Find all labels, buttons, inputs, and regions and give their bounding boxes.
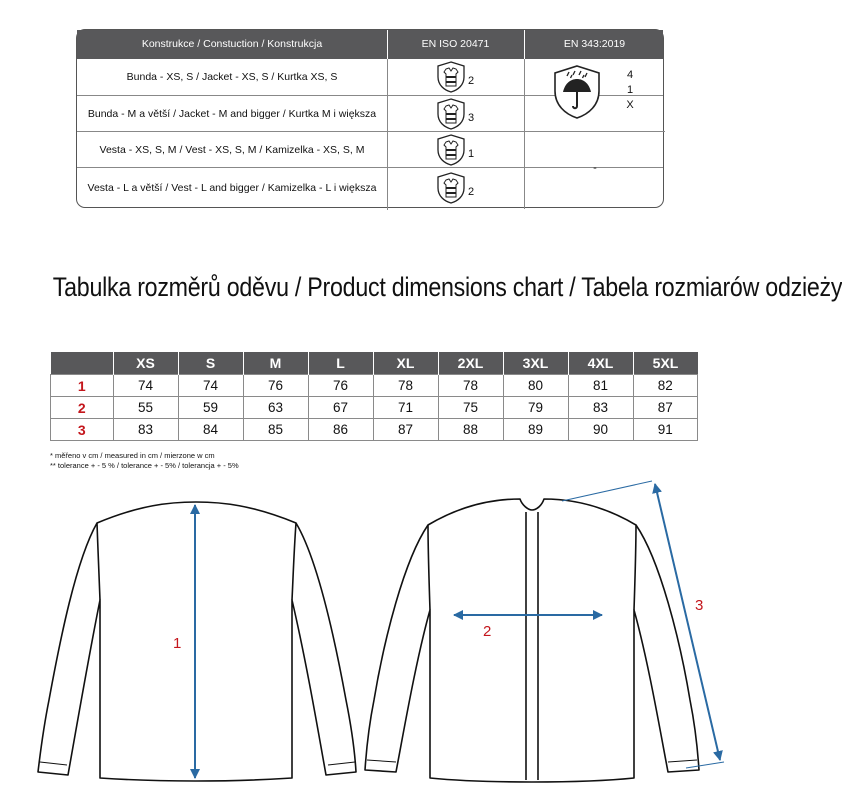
iso-cell [387,59,524,95]
size-header: L [308,352,373,375]
size-header: 5XL [633,352,698,375]
size-value: 76 [243,375,308,397]
size-value: 84 [178,419,243,441]
size-header: XS [113,352,178,375]
size-row [51,397,698,419]
en343-class-rain-tower: X [626,99,634,111]
size-value: 85 [243,419,308,441]
size-value: 89 [503,419,568,441]
hi-vis-shield-icon [436,172,466,204]
size-value: 63 [243,397,308,419]
size-value: 55 [113,397,178,419]
en343-class-waterproof: 4 [626,69,634,81]
en343-classes [625,68,635,113]
iso-class: 2 [468,75,475,87]
jacket-measurement-drawings [0,480,754,806]
row-label: Vesta - L a větší / Vest - L and bigger / Kamizelka - L i większa [87,182,377,194]
size-value: 78 [438,375,503,397]
measure-label-2: 2 [483,623,492,640]
size-header: 4XL [568,352,633,375]
size-table [50,352,698,441]
size-header-row [51,352,698,375]
size-value: 74 [178,375,243,397]
measure-label: 2 [51,397,114,419]
note-tolerance: ** tolerance + - 5 % / tolerance + - 5% / tolerancja + - 5% [50,460,239,470]
iso-class: 2 [468,186,475,198]
size-value: 67 [308,397,373,419]
size-header: 2XL [438,352,503,375]
size-header: M [243,352,308,375]
size-value: 74 [113,375,178,397]
measure-label-1: 1 [173,635,182,652]
size-value: 59 [178,397,243,419]
sleeve-guide-top [562,481,652,501]
measure-label: 1 [51,375,114,397]
row-label: Bunda - M a větší / Jacket - M and bigger / Kurtka M i większa [87,108,377,120]
header-construction: Konstrukce / Constuction / Konstrukcja [141,38,323,50]
size-value: 81 [568,375,633,397]
hi-vis-shield-icon [436,61,466,93]
iso-cell [387,96,524,132]
row-label: Bunda - XS, S / Jacket - XS, S / Kurtka XS, S [126,71,338,83]
measure-label-3: 3 [695,597,704,614]
size-value: 90 [568,419,633,441]
size-value: 78 [373,375,438,397]
en343-class-breathability: 1 [626,84,634,96]
measurement-notes [50,451,239,470]
header-en-343: EN 343:2019 [563,38,626,50]
size-header: XL [373,352,438,375]
hi-vis-shield-icon [436,98,466,130]
rain-protection-shield-icon [553,64,601,120]
measure-label: 3 [51,419,114,441]
iso-cell [387,132,524,168]
en343-jacket-cell [524,59,665,131]
certification-table [76,29,664,208]
certification-header [77,30,663,59]
size-value: 91 [633,419,698,441]
size-value: 87 [373,419,438,441]
size-value: 79 [503,397,568,419]
size-value: 82 [633,375,698,397]
size-value: 87 [633,397,698,419]
size-header: 3XL [503,352,568,375]
header-en-iso-20471: EN ISO 20471 [421,38,490,50]
jacket-back-view [38,502,356,781]
page-title: Tabulka rozměrů oděvu / Product dimensions chart / Tabela rozmiarów odzieży [52,272,842,302]
en343-vest-cell: - [524,131,665,209]
iso-class: 3 [468,112,475,124]
hi-vis-shield-icon [436,134,466,166]
size-header: S [178,352,243,375]
jacket-front-view [365,499,699,782]
size-row [51,419,698,441]
size-value: 71 [373,397,438,419]
iso-cell [387,168,524,210]
note-measured-in-cm: * měřeno v cm / measured in cm / mierzone w cm [50,451,215,460]
iso-class: 1 [468,148,475,160]
row-label: Vesta - XS, S, M / Vest - XS, S, M / Kamizelka - XS, S, M [99,144,365,156]
size-row [51,375,698,397]
size-value: 83 [568,397,633,419]
size-value: 83 [113,419,178,441]
sleeve-guide-bottom [686,762,724,768]
size-value: 76 [308,375,373,397]
size-value: 86 [308,419,373,441]
measure-arrow-sleeve [655,484,720,760]
header-blank [51,352,114,375]
size-value: 80 [503,375,568,397]
size-value: 75 [438,397,503,419]
size-value: 88 [438,419,503,441]
